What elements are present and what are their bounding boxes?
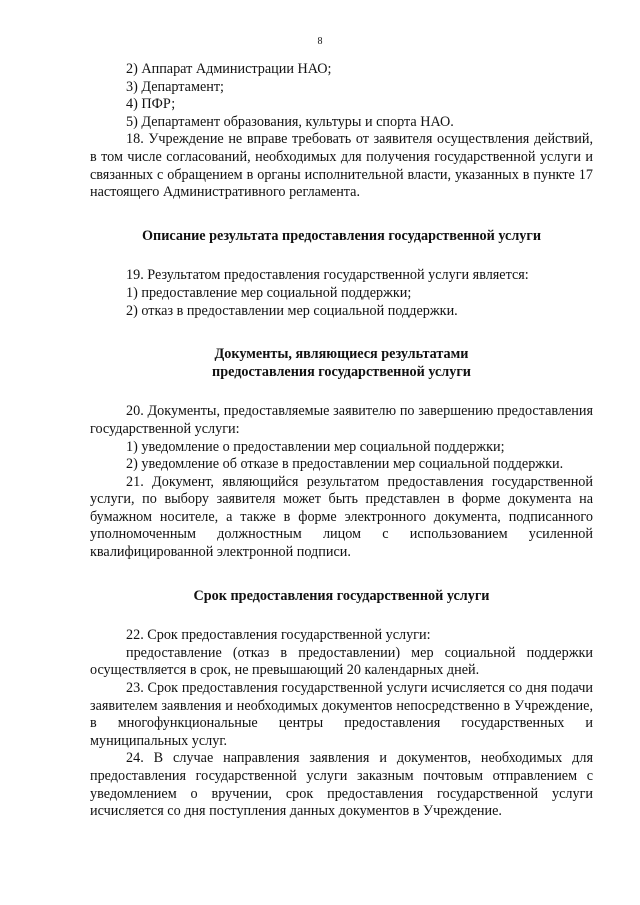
list-item: 1) уведомление о предоставлении мер социальной поддержки; bbox=[126, 438, 505, 455]
paragraph-18: 18. Учреждение не вправе требовать от заявителя осуществления действий, в том числе согласований, необходимых для получения государственной услуги и связанных с обращением в органы исполнительной власти, указанных в пункте 17 настоящего Административного регламента. bbox=[90, 131, 593, 201]
list-item: 4) ПФР; bbox=[126, 96, 176, 113]
list-item: 2) Аппарат Администрации НАО; bbox=[126, 61, 332, 77]
section-heading-term: Срок предоставления государственной услуги bbox=[193, 587, 490, 604]
section-heading-documents bbox=[90, 346, 593, 381]
document-body bbox=[90, 61, 593, 821]
list-item: 1) предоставление мер социальной поддержки; bbox=[126, 284, 412, 301]
paragraph-22: 22. Срок предоставления государственной услуги: bbox=[126, 627, 431, 644]
list-item: 5) Департамент образования, культуры и спорта НАО. bbox=[126, 113, 454, 130]
list-item: 2) отказ в предоставлении мер социальной поддержки. bbox=[126, 302, 458, 319]
heading-line: Документы, являющиеся результатами bbox=[214, 346, 469, 363]
paragraph-21: 21. Документ, являющийся результатом предоставления государственной услуги, по выбору заявителя может быть представлен в форме документа на бумажном носителе, а также в форме электронного документа, подписанного уполномоченным должностным лицом с использованием усиленной квалифицированной электронной подписи. bbox=[90, 473, 593, 561]
section-heading-result: Описание результата предоставления государственной услуги bbox=[142, 227, 541, 244]
page-number: 8 bbox=[317, 36, 323, 47]
list-item: 2) уведомление об отказе в предоставлении мер социальной поддержки. bbox=[126, 456, 564, 473]
paragraph-22-text: предоставление (отказ в предоставлении) мер социальной поддержки осуществляется в срок, не превышающий 20 календарных дней. bbox=[90, 644, 593, 679]
paragraph-20: 20. Документы, предоставляемые заявителю по завершению предоставления государственной услуги: bbox=[90, 403, 593, 437]
paragraph-19: 19. Результатом предоставления государственной услуги является: bbox=[126, 267, 529, 284]
heading-line: предоставления государственной услуги bbox=[212, 363, 471, 380]
paragraph-24: 24. В случае направления заявления и документов, необходимых для предоставления государственной услуги заказным почтовым отправлением с уведомлением о вручении, срок предоставления государственной услуги исчисляется со дня поступления данных документов в Учреждение. bbox=[90, 750, 593, 820]
list-item: 3) Департамент; bbox=[126, 78, 224, 95]
paragraph-23: 23. Срок предоставления государственной услуги исчисляется со дня подачи заявителем заявления и необходимых документов непосредственно в Учреждение, в многофункциональные центры предоставления государственных и муниципальных услуг. bbox=[90, 680, 593, 749]
